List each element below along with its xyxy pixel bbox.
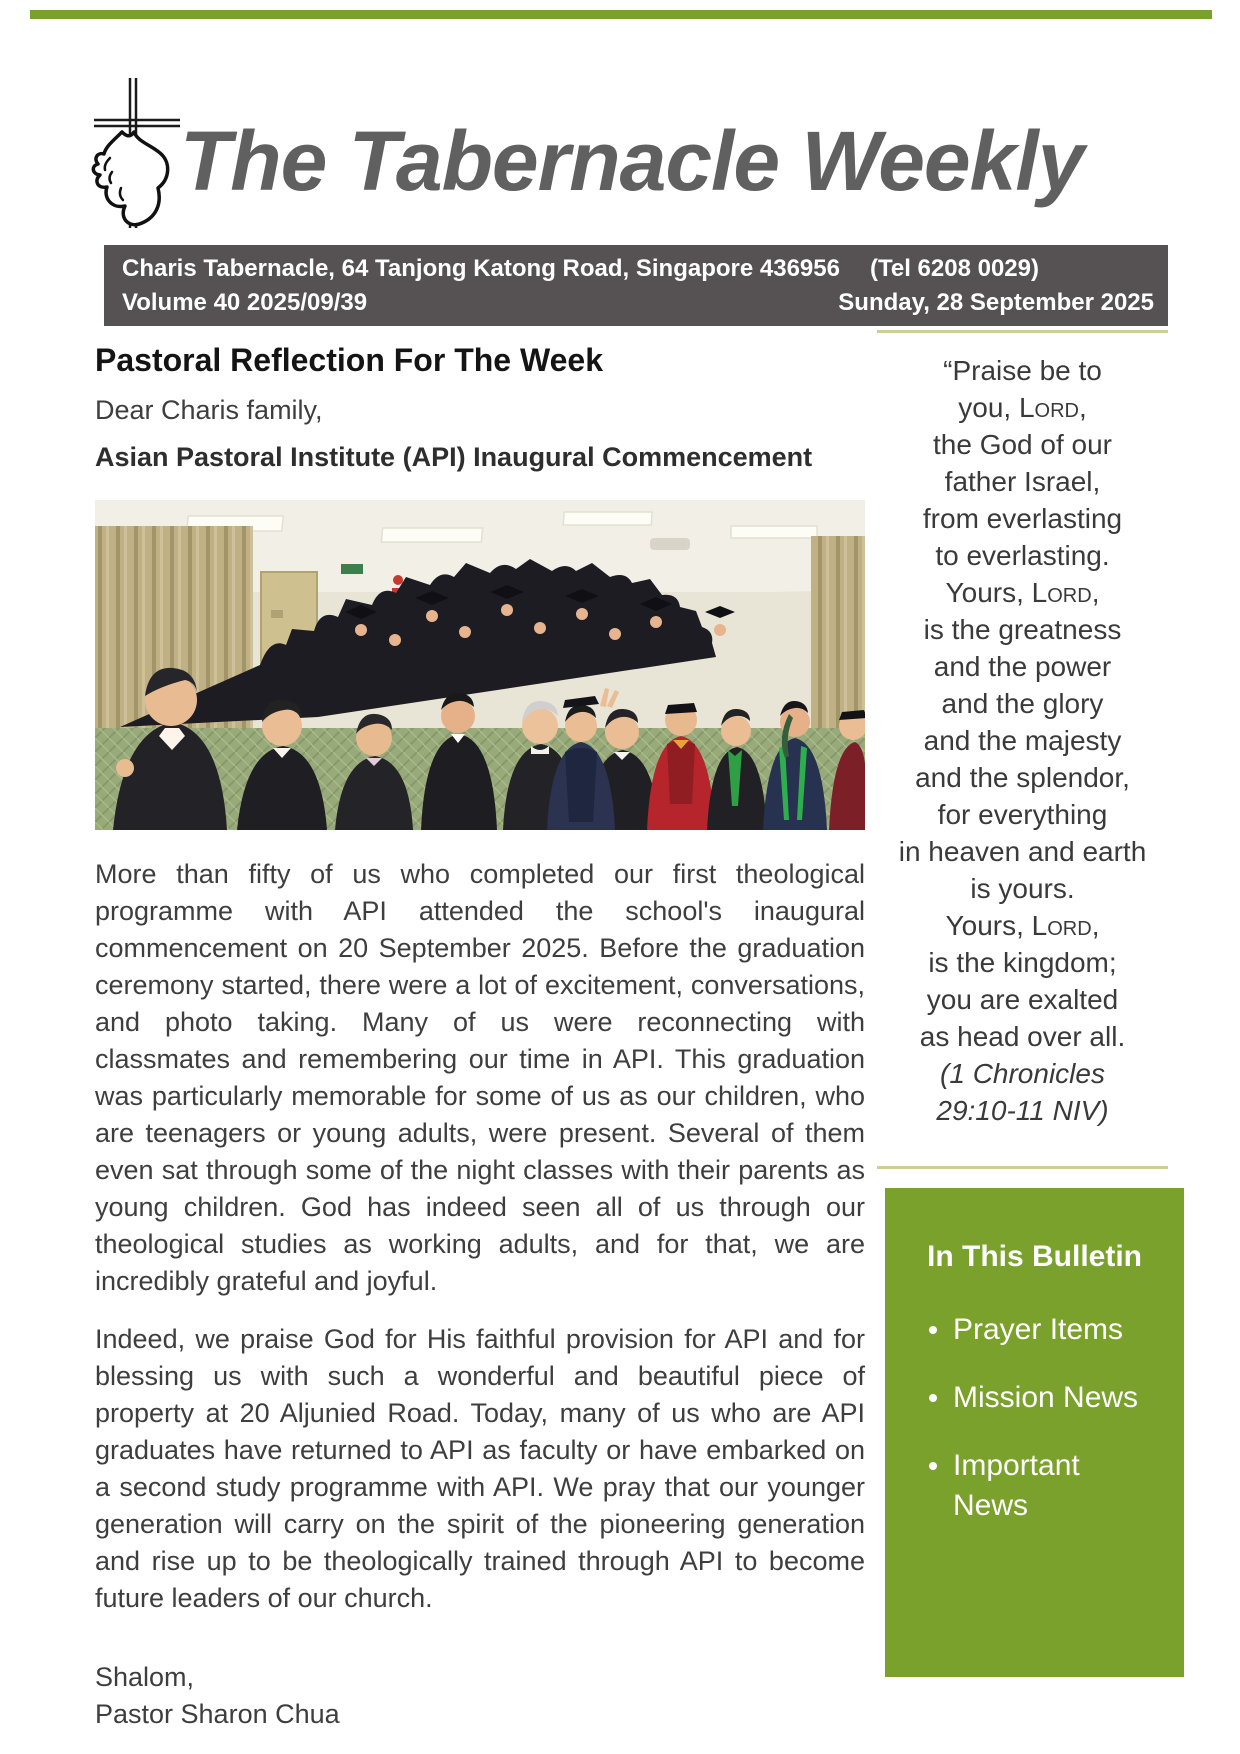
scripture-line: you are exalted (926, 984, 1119, 1015)
scripture-line: Yours, Lord, (945, 577, 1100, 608)
info-bar (104, 245, 1168, 326)
scripture-line: is the kingdom; (928, 947, 1117, 978)
body-paragraph: More than fifty of us who completed our first theological programme with API attended the school's inaugural commencement on 20 September 2025. Before the graduation ceremony started, there were a lot of excitement, conversations, and photo taking. Many of us were reconnecting with classmates and remembering our time in API. This graduation was particularly memorable for some of us as our children, who are teenagers or young adults, were present. Several of them even sat through some of the night classes with their parents as young children. God has indeed seen all of us through our theological studies as working adults, and for that, we are incredibly grateful and joyful. (95, 859, 865, 1296)
pastoral-reflection-article (95, 340, 865, 1733)
scripture-line: Yours, Lord, (945, 910, 1100, 941)
church-address: Charis Tabernacle, 64 Tanjong Katong Road, Singapore 436956 (122, 255, 840, 282)
top-accent-bar (30, 10, 1212, 19)
signoff-line: Shalom, (95, 1662, 195, 1692)
article-heading: Pastoral Reflection For The Week (95, 342, 603, 378)
bulletin-item: Mission News (927, 1378, 1143, 1418)
bulletin-item: Important News (927, 1446, 1143, 1526)
olive-rule-top (877, 330, 1168, 333)
scripture-line: and the glory (941, 688, 1104, 719)
scripture-line: and the power (933, 651, 1112, 682)
article-body (95, 856, 865, 1617)
scripture-line: as head over all. (919, 1021, 1126, 1052)
in-this-bulletin-box (885, 1188, 1184, 1677)
bulletin-item-list (927, 1310, 1154, 1526)
scripture-line: father Israel, (944, 466, 1101, 497)
church-telephone: (Tel 6208 0029) (869, 255, 1039, 282)
scripture-reference-line: (1 Chronicles (940, 1058, 1105, 1089)
volume-number: Volume 40 2025/09/39 (122, 289, 368, 316)
article-signoff (95, 1659, 865, 1733)
scripture-line: and the majesty (923, 725, 1122, 756)
olive-rule-bottom (877, 1166, 1168, 1169)
commencement-group-photo (95, 500, 865, 830)
scripture-line: the God of our (932, 429, 1112, 460)
scripture-line: from everlasting (922, 503, 1123, 534)
scripture-quote-lines (877, 352, 1168, 1055)
scripture-line: is the greatness (923, 614, 1122, 645)
scripture-line: you, Lord, (958, 392, 1087, 423)
scripture-line: and the splendor, (915, 762, 1130, 793)
scripture-reference (877, 1055, 1168, 1129)
info-bar-row1 (122, 255, 1150, 283)
bulletin-item: Prayer Items (927, 1310, 1143, 1350)
scripture-line: is yours. (970, 873, 1075, 904)
issue-date: Sunday, 28 September 2025 (838, 289, 1154, 316)
scripture-line: for everything (937, 799, 1108, 830)
scripture-line: in heaven and earth (898, 836, 1147, 867)
signoff-line: Pastor Sharon Chua (95, 1699, 340, 1729)
scripture-line: to everlasting. (935, 540, 1110, 571)
article-greeting: Dear Charis family, (95, 395, 323, 425)
article-subheading: Asian Pastoral Institute (API) Inaugural Commencement (95, 442, 813, 472)
body-paragraph: Indeed, we praise God for His faithful provision for API and for blessing us with such a wonderful and beautiful piece of property at 20 Aljunied Road. Today, many of us who are API graduates have returned to API as faculty or have embarked on a second study programme with API. We pray that our younger generation will carry on the spirit of the pioneering generation and rise up to be theologically trained through API to become future leaders of our church. (95, 1324, 865, 1613)
scripture-line: “Praise be to (943, 355, 1102, 386)
masthead-title: The Tabernacle Weekly (180, 114, 1084, 208)
scripture-quote (877, 352, 1168, 1129)
info-bar-row2 (122, 289, 1154, 317)
scripture-reference-line: 29:10-11 NIV) (936, 1095, 1109, 1126)
bulletin-box-title: In This Bulletin (927, 1240, 1142, 1273)
